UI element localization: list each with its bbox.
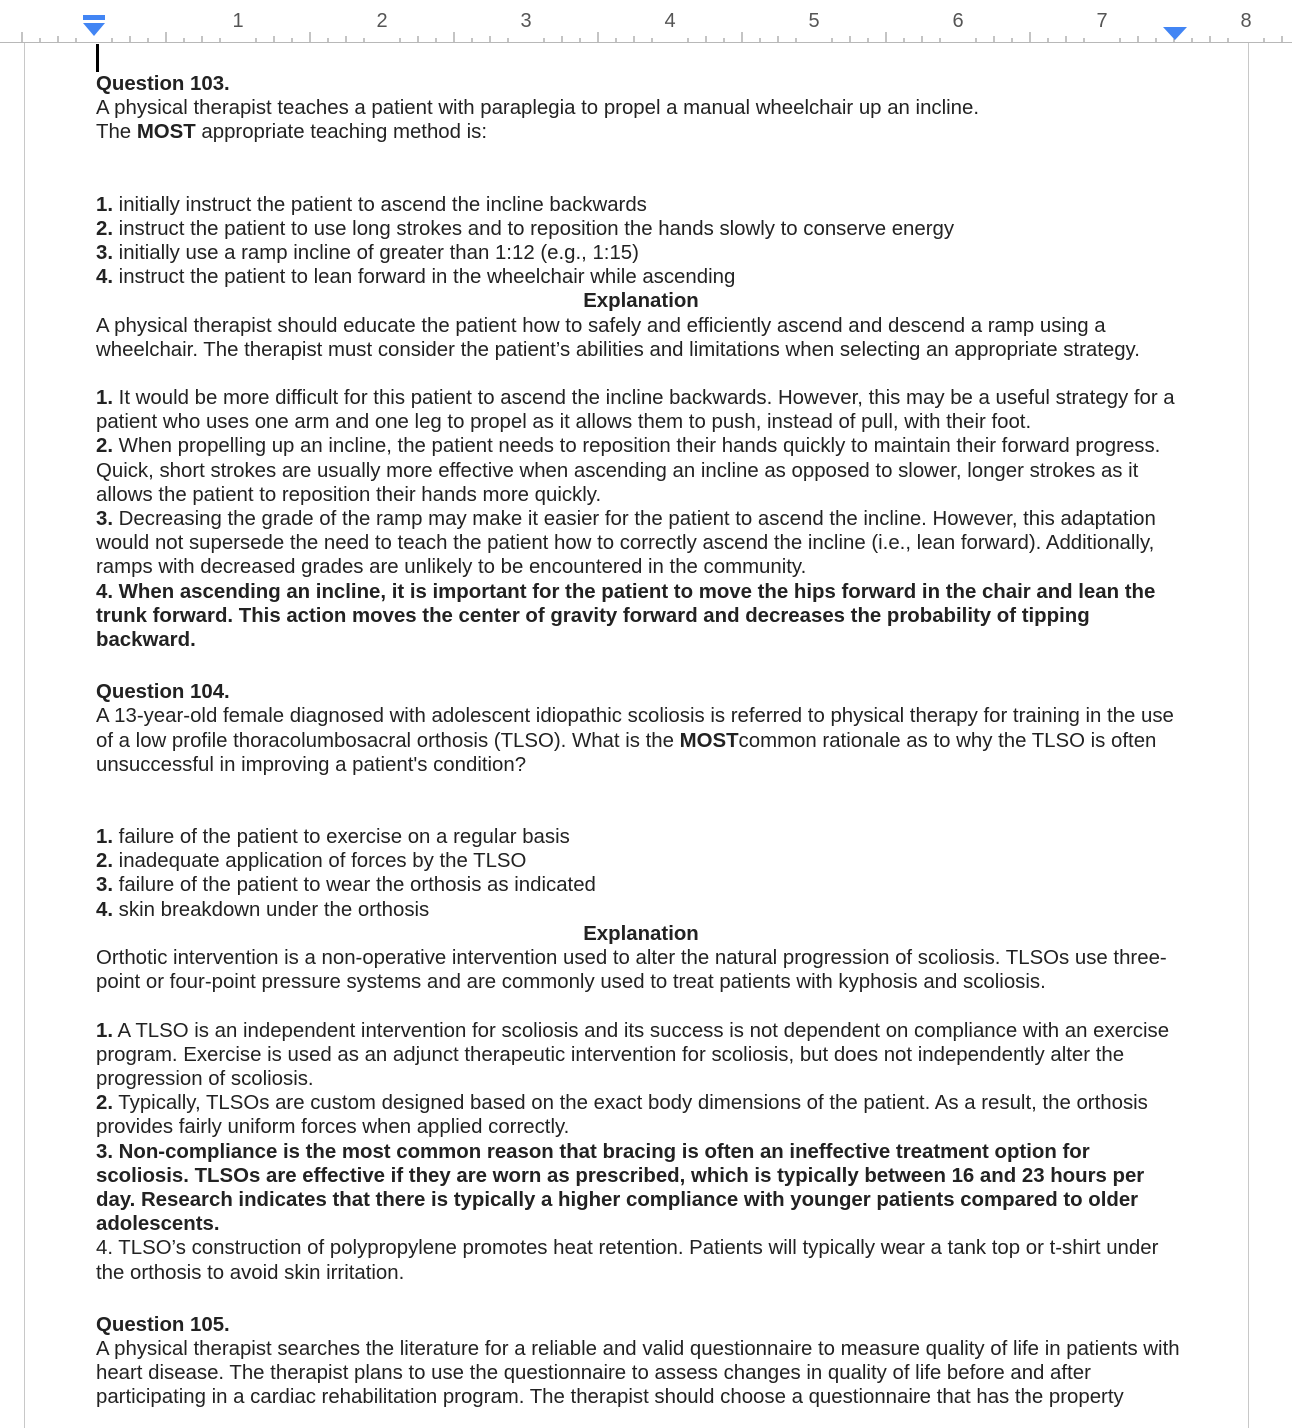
ruler-number: 2 — [376, 10, 388, 32]
question-104-option: 2. inadequate application of forces by the TLSO — [96, 850, 527, 873]
ruler-number: 8 — [1240, 10, 1252, 32]
question-103-option: 4. instruct the patient to lean forward in the wheelchair while ascending — [96, 266, 736, 289]
right-indent-marker[interactable] — [1163, 27, 1187, 40]
question-104-correct-answer: 3. Non-compliance is the most common reason that bracing is often an ineffective treatment option for scoliosis. TLSOs are effective if they are worn as prescribed, which is typically between 16 and 23 hours per day. Research indicates that there is typically a higher compliance with younger patients compared to older adolescents. — [96, 1140, 1145, 1236]
left-indent-marker[interactable] — [83, 15, 105, 36]
question-103-explanation-item: 1. It would be more difficult for this patient to ascend the incline backwards. However, this may be a useful strategy for a patient who uses one arm and one leg to propel as it allows them to push, instead of pull, with their foot. — [96, 387, 1175, 434]
ruler-number: 3 — [520, 10, 532, 32]
question-104-explanation-item: 4. TLSO’s construction of polypropylene promotes heat retention. Patients will typically wear a tank top or t-shirt under the orthosis to avoid skin irritation. — [96, 1237, 1159, 1284]
page-edge-right — [1248, 43, 1249, 1428]
question-104-stem: A 13-year-old female diagnosed with adolescent idiopathic scoliosis is referred to physical therapy for training in the use of a low profile thoracolumbosacral orthosis (TLSO). What is the MOSTcommon rationale as to why the TLSO is often unsuccessful in improving a patient's condition? — [96, 705, 1174, 776]
question-103-option: 3. initially use a ramp incline of greater than 1:12 (e.g., 1:15) — [96, 242, 639, 265]
question-103-correct-answer: 4. When ascending an incline, it is important for the patient to move the hips forward in the chair and lean the trunk forward. This action moves the center of gravity forward and decreases the probability of tipping backward. — [96, 580, 1156, 652]
question-104-option: 4. skin breakdown under the orthosis — [96, 898, 430, 921]
document-body[interactable] — [96, 72, 1186, 1410]
page-edge-left — [24, 43, 25, 1428]
question-103-explanation-item: 3. Decreasing the grade of the ramp may make it easier for the patient to ascend the incline. However, this adaptation would not supersede the need to teach the patient how to correctly ascend the incline (i.e., lean forward). Additionally, ramps with decreased grades are unlikely to be encountered in the community. — [96, 508, 1156, 579]
question-103-explanation-heading: Explanation — [583, 290, 699, 313]
question-105-stem: A physical therapist searches the literature for a reliable and valid questionnaire to measure quality of life in patients with heart disease. The therapist plans to use the questionnaire to assess changes in quality of life before and after participating in a cardiac rehabilitation program. The therapist should choose a questionnaire that has the property — [96, 1337, 1180, 1409]
question-103-explanation-item: 2. When propelling up an incline, the patient needs to reposition their hands quickly to maintain their forward progress. Quick, short strokes are usually more effective when ascending an incline as opposed to slower, longer strokes as it allows the patient to reposition their hands more quickly. — [96, 435, 1161, 506]
question-103-title: Question 103. — [96, 73, 230, 95]
question-103-explanation-intro: A physical therapist should educate the patient how to safely and efficiently ascend and descend a ramp using a wheelchair. The therapist must consider the patient’s abilities and limitations when selecting an appropriate strategy. — [96, 314, 1140, 361]
question-104-explanation-heading: Explanation — [583, 922, 699, 945]
question-104-option: 1. failure of the patient to exercise on a regular basis — [96, 826, 570, 849]
ruler-number: 5 — [808, 10, 820, 32]
question-103-stem-line2: The MOST appropriate teaching method is: — [96, 121, 488, 144]
question-105-title: Question 105. — [96, 1313, 230, 1336]
ruler-number: 1 — [232, 10, 244, 32]
question-104-explanation-intro: Orthotic intervention is a non-operative intervention used to alter the natural progression of scoliosis. TLSOs use three-point or four-point pressure systems and are commonly used to treat patients with kyphosis and scoliosis. — [96, 947, 1167, 994]
question-103-option: 1. initially instruct the patient to ascend the incline backwards — [96, 193, 647, 216]
ruler-number: 4 — [664, 10, 676, 32]
question-104-title: Question 104. — [96, 681, 230, 704]
question-103-stem-line1: A physical therapist teaches a patient with paraplegia to propel a manual wheelchair up an incline. — [96, 97, 980, 120]
text-cursor — [96, 44, 99, 72]
ruler-number: 7 — [1096, 10, 1108, 32]
horizontal-ruler[interactable] — [0, 0, 1292, 44]
question-103-option: 2. instruct the patient to use long strokes and to reposition the hands slowly to conserve energy — [96, 217, 955, 240]
ruler-number: 6 — [952, 10, 964, 32]
question-104-option: 3. failure of the patient to wear the orthosis as indicated — [96, 874, 596, 897]
question-104-explanation-item: 2. Typically, TLSOs are custom designed based on the exact body dimensions of the patient. As a result, the orthosis provides fairly uniform forces when applied correctly. — [96, 1092, 1148, 1139]
question-104-explanation-item: 1. A TLSO is an independent intervention for scoliosis and its success is not dependent on compliance with an exercise program. Exercise is used as an adjunct therapeutic intervention for scoliosis, but does not independently alter the progression of scoliosis. — [96, 1019, 1170, 1090]
ruler-baseline — [0, 42, 1292, 43]
